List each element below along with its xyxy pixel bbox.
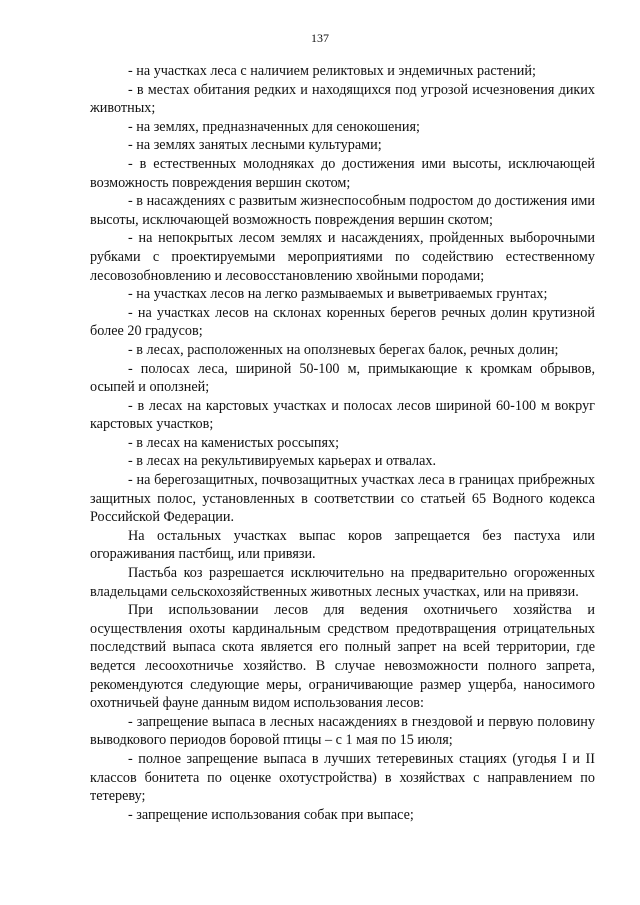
document-body [90,62,595,824]
paragraph: - в лесах на рекультивируемых карьерах и отвалах. [128,453,437,470]
paragraph: - на участках леса с наличием реликтовых и эндемичных растений; [128,63,536,79]
paragraph: - в естественных молодняках до достижения ими высоты, исключающей возможность повреждения вершин скотом; [90,155,595,191]
paragraph: - на землях занятых лесными культурами; [128,137,382,154]
paragraph: - в насаждениях с развитым жизнеспособным подростом до достижения ими высоты, исключающей возможность повреждения вершин скотом; [90,193,595,228]
paragraph: - полосах леса, шириной 50-100 м, примыкающие к кромкам обрывов, осыпей и оползней; [90,360,595,396]
paragraph: - на непокрытых лесом землях и насаждениях, пройденных выборочными рубками с проектируемыми мероприятиями по содействию естественному лесовозобновлению и лесовосстановлению хвойными породами; [90,230,595,284]
paragraph: - запрещение выпаса в лесных насаждениях в гнездовой и первую половину выводкового периодов боровой птицы – с 1 мая по 15 июля; [90,713,595,749]
page-number: 137 [311,31,329,45]
paragraph: - в местах обитания редких и находящихся под угрозой исчезновения диких животных; [90,81,595,117]
paragraph: При использовании лесов для ведения охотничьего хозяйства и осуществления охоты кардинальным средством предотвращения отрицательных последствий выпаса скота является его полный запрет на всей территории, где ведется лесоохотничье хозяйство. В случае невозможности полного запрета, рекомендуются следующие меры, ограничивающие размер ущерба, наносимого охотничьей фауне данным видом использования лесов: [90,602,595,712]
paragraph: - на землях, предназначенных для сенокошения; [128,118,420,135]
paragraph: - на берегозащитных, почвозащитных участках леса в границах прибрежных защитных полос, установленных в соответствии со статьей 65 Водного кодекса Российской Федерации. [90,472,595,526]
paragraph: - на участках лесов на легко размываемых и выветриваемых грунтах; [128,286,548,303]
paragraph: - запрещение использования собак при выпасе; [128,806,414,823]
paragraph: - в лесах на каменистых россыпях; [128,434,340,451]
paragraph: - в лесах, расположенных на оползневых берегах балок, речных долин; [128,341,559,358]
paragraph: - полное запрещение выпаса в лучших тетеревиных стациях (угодья I и II классов бонитета по оценке охотустройства) в хозяйствах с направлением по тетереву; [90,750,595,805]
paragraph: На остальных участках выпас коров запрещается без пастуха или огораживания пастбищ, или привязи. [90,527,595,563]
paragraph: - на участках лесов на склонах коренных берегов речных долин крутизной более 20 градусов; [90,304,595,340]
paragraph: - в лесах на карстовых участках и полосах лесов шириной 60-100 м вокруг карстовых участков; [90,397,595,433]
paragraph: Пастьба коз разрешается исключительно на предварительно огороженных владельцами сельскохозяйственных животных лесных участках, или на привязи. [90,565,595,600]
